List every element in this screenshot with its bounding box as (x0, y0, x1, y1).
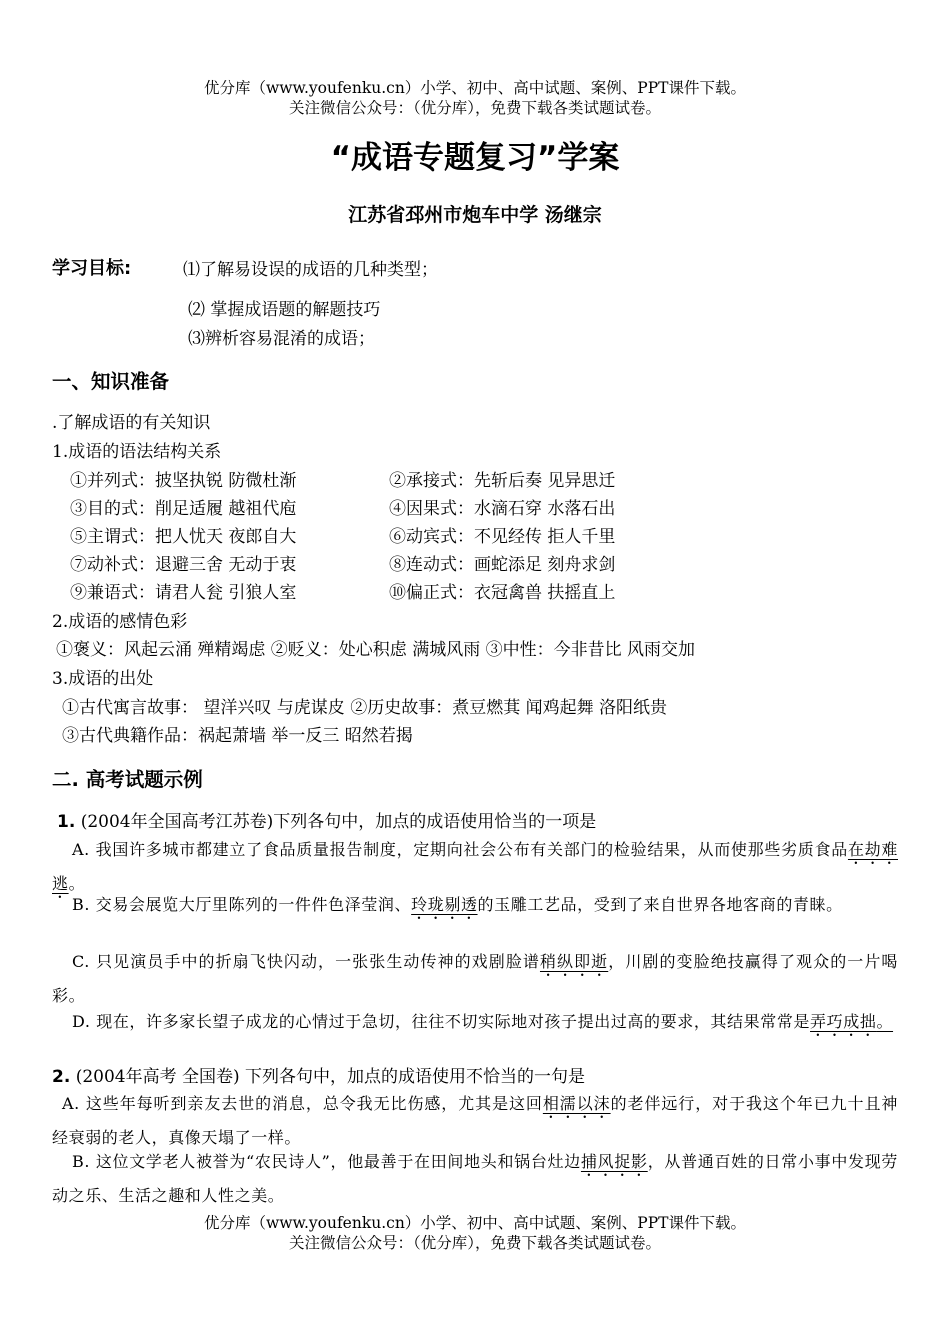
grammar-item: ⑤主谓式：把人忧天 夜郎自大 (70, 527, 297, 547)
grammar-heading: 1.成语的语法结构关系 (52, 442, 222, 462)
grammar-item: ②承接式：先斩后奏 见异思迁 (389, 471, 616, 491)
q2-b-idiom: 捕风捉影 (580, 1152, 648, 1171)
footer-line-2: 关注微信公众号：（优分库），免费下载各类试题试卷。 (288, 1234, 661, 1252)
goals-label: 学习目标: (52, 258, 132, 279)
section-heading-1: 一、知识准备 (52, 370, 170, 393)
q1-d-idiom: 弄巧成拙 (810, 1012, 877, 1031)
goal-2: ⑵ 掌握成语题的解题技巧 (188, 300, 381, 320)
grammar-item: ①并列式：披坚执锐 防微杜渐 (70, 471, 297, 491)
grammar-item: ④因果式：水滴石穿 水落石出 (389, 499, 616, 519)
origin-heading: 3.成语的出处 (52, 669, 154, 689)
q1-a-idiom: 在劫难逃 (52, 840, 898, 893)
top-header-line-2: 关注微信公众号：（优分库），免费下载各类试题试卷。 (288, 99, 661, 117)
emotion-line: ①褒义：风起云涌 殚精竭虑 ②贬义：处心积虑 满城风雨 ③中性：今非昔比 风雨交加 (56, 640, 696, 660)
goal-3: ⑶辨析容易混淆的成语； (188, 329, 375, 349)
question-1-stem: 1. (2004年全国高考江苏卷)下列各句中，加点的成语使用恰当的一项是 (57, 812, 597, 832)
grammar-item: ⑩偏正式：衣冠禽兽 扶摇直上 (389, 583, 616, 603)
grammar-item: ③目的式：削足适履 越祖代庖 (70, 499, 297, 519)
q2-a-idiom: 相濡以沫 (542, 1094, 611, 1113)
author-line: 江苏省邳州市炮车中学 汤继宗 (348, 204, 602, 226)
q2-option-a: A. 这些年每听到亲友去世的消息，总令我无比伤感，尤其是这回相濡以沫的老伴远行，对于我这个年已九十且神经衰弱的老人，真像天塌了一样。 (52, 1094, 899, 1147)
q1-option-c: C. 只见演员手中的折扇飞快闪动，一张张生动传神的戏剧脸谱稍纵即逝，川剧的变脸绝技赢得了观众的一片喝彩。 (52, 952, 899, 1005)
top-header-line-1: 优分库（www.youfenku.cn）小学、初中、高中试题、案例、PPT课件下载。 (203, 79, 747, 97)
origin-line-2: ③古代典籍作品：祸起萧墙 举一反三 昭然若揭 (62, 726, 413, 746)
q1-option-d: D. 现在，许多家长望子成龙的心情过于急切，往往不切实际地对孩子提出过高的要求，其结果常常是弄巧成拙。 (72, 1012, 894, 1031)
q1-option-a: A. 我国许多城市都建立了食品质量报告制度，定期向社会公布有关部门的检验结果，从而使那些劣质食品在劫难逃。 (52, 840, 898, 893)
question-2-stem: 2. (2004年高考 全国卷) 下列各句中，加点的成语使用不恰当的一句是 (52, 1067, 586, 1087)
origin-line-1: ①古代寓言故事： 望洋兴叹 与虎谋皮 ②历史故事：煮豆燃萁 闻鸡起舞 洛阳纸贵 (62, 698, 668, 718)
page-title: “成语专题复习”学案 (330, 140, 620, 176)
grammar-item: ⑨兼语式：请君人瓮 引狼人室 (70, 583, 297, 603)
section-heading-2: 二. 高考试题示例 (52, 768, 203, 791)
grammar-item: ⑧连动式：画蛇添足 刻舟求剑 (389, 555, 616, 575)
section1-intro: .了解成语的有关知识 (52, 413, 211, 433)
q1-c-idiom: 稍纵即逝 (539, 952, 609, 971)
goal-1: ⑴了解易设误的成语的几种类型； (183, 260, 438, 280)
grammar-item: ⑦动补式：退避三舍 无动于衷 (70, 555, 297, 575)
q1-option-b: B. 交易会展览大厅里陈列的一件件色泽莹润、玲珑剔透的玉雕工艺品，受到了来自世界各地客商的青睐。 (72, 895, 843, 914)
q2-option-b: B. 这位文学老人被誉为“农民诗人”，他最善于在田间地头和锅台灶边捕风捉影，从普通百姓的日常小事中发现劳动之乐、生活之趣和人性之美。 (52, 1152, 899, 1205)
footer-line-1: 优分库（www.youfenku.cn）小学、初中、高中试题、案例、PPT课件下载。 (203, 1214, 747, 1232)
emotion-heading: 2.成语的感情色彩 (52, 612, 188, 632)
grammar-item: ⑥动宾式：不见经传 拒人千里 (389, 527, 616, 547)
q1-b-idiom: 玲珑剔透 (411, 895, 478, 914)
